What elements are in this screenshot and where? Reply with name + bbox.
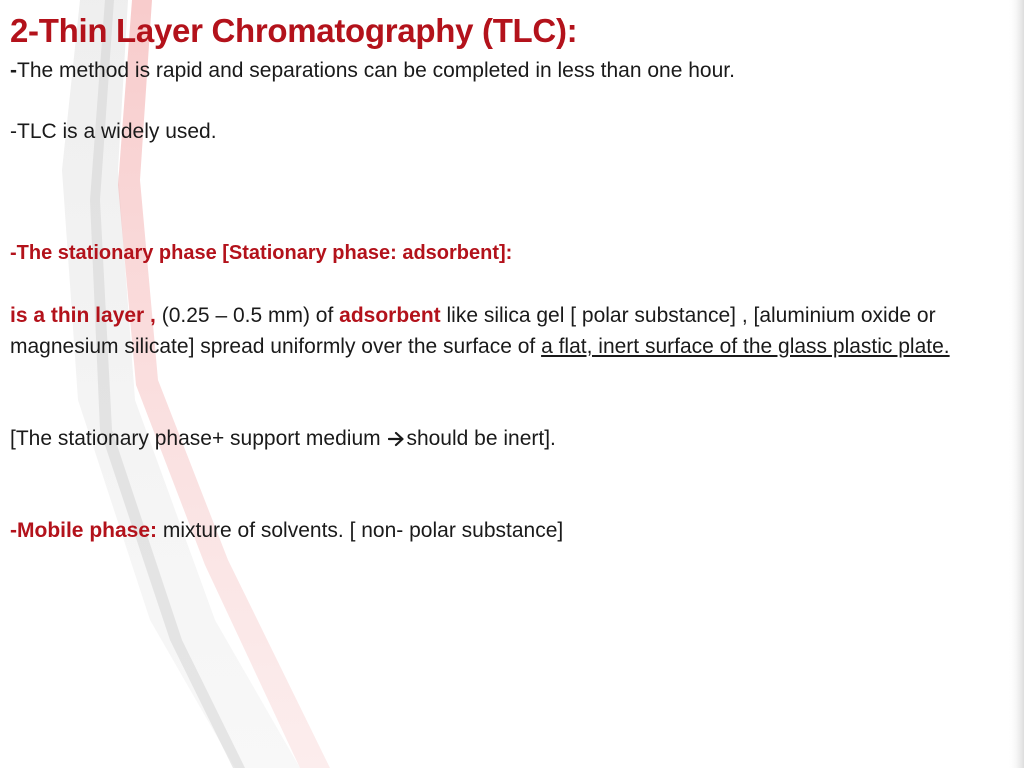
support-after-text: should be inert].	[406, 427, 556, 450]
intro-text: The method is rapid and separations can be completed in less than one hour.	[17, 59, 735, 82]
thin-layer-label: is a thin layer ,	[10, 304, 156, 327]
support-medium-line	[10, 423, 556, 456]
support-before-text: [The stationary phase+ support medium	[10, 427, 387, 450]
mobile-phase-label: -Mobile phase:	[10, 519, 158, 542]
adsorbent-details: like silica gel [ polar substance] , [aluminium oxide or magnesium silicate] spread uniformly over the surface of	[10, 304, 936, 358]
stationary-phase-heading: -The stationary phase [Stationary phase: adsorbent]:	[10, 242, 513, 264]
adsorbent-term: adsorbent	[339, 304, 441, 327]
stationary-phase-description	[10, 300, 1005, 362]
right-arrow-icon	[388, 425, 405, 456]
plate-surface-text: a flat, inert surface of the glass plastic plate.	[541, 335, 950, 358]
intro-line	[10, 55, 735, 86]
slide-title: 2-Thin Layer Chromatography (TLC):	[10, 12, 578, 49]
mobile-phase-line	[10, 515, 563, 546]
intro-dash: -	[10, 59, 17, 82]
mobile-phase-text: mixture of solvents. [ non- polar substance]	[157, 519, 564, 542]
thickness-text: (0.25 – 0.5 mm) of	[155, 304, 340, 327]
widely-used-line: -TLC is a widely used.	[10, 120, 217, 143]
